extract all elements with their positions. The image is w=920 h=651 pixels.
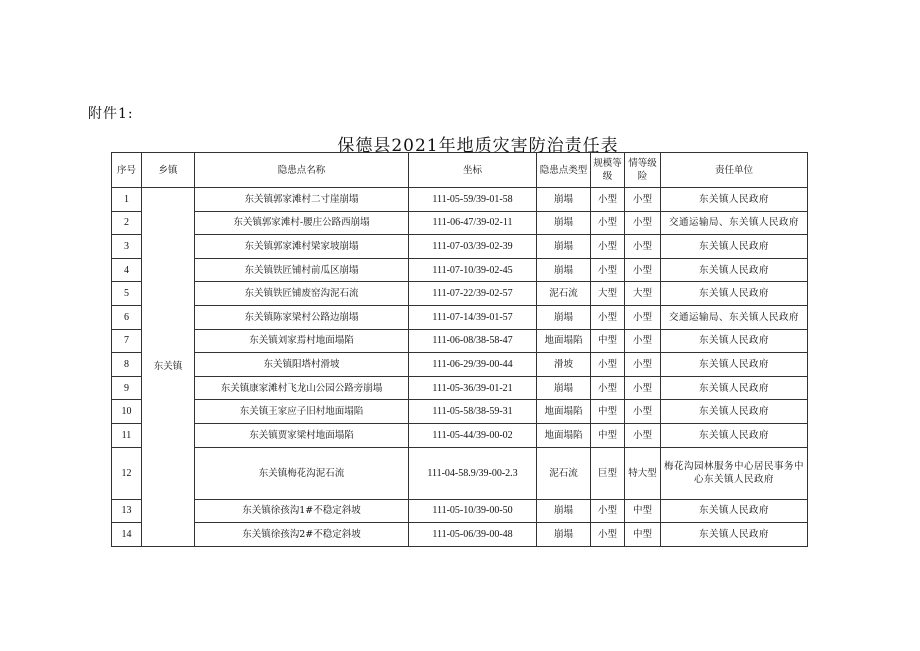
cell-coord: 111-05-06/39-00-48 [409, 523, 537, 547]
cell-scale: 巨型 [591, 447, 625, 499]
table-row [112, 235, 808, 259]
cell-scale: 小型 [591, 258, 625, 282]
cell-unit: 东关镇人民政府 [661, 423, 808, 447]
table-row [112, 329, 808, 353]
cell-type: 崩塌 [537, 499, 591, 523]
cell-coord: 111-07-03/39-02-39 [409, 235, 537, 259]
cell-type: 崩塌 [537, 258, 591, 282]
cell-name: 东关镇铁匠铺废窑沟泥石流 [195, 282, 409, 306]
cell-scale: 小型 [591, 211, 625, 235]
cell-name: 东关镇康家滩村飞龙山公园公路旁崩塌 [195, 376, 409, 400]
cell-scale: 小型 [591, 523, 625, 547]
table-row [112, 211, 808, 235]
cell-unit: 东关镇人民政府 [661, 376, 808, 400]
cell-name: 东关镇陈家梁村公路边崩塌 [195, 305, 409, 329]
cell-no: 10 [112, 400, 142, 424]
cell-no: 3 [112, 235, 142, 259]
cell-type: 崩塌 [537, 235, 591, 259]
header-coord: 坐标 [409, 153, 537, 188]
cell-coord: 111-05-59/39-01-58 [409, 188, 537, 212]
cell-coord: 111-05-44/39-00-02 [409, 423, 537, 447]
table-row [112, 282, 808, 306]
header-no: 序号 [112, 153, 142, 188]
header-town: 乡镇 [142, 153, 195, 188]
cell-unit: 梅花沟园林服务中心居民事务中心东关镇人民政府 [661, 447, 808, 499]
table-row [112, 523, 808, 547]
cell-danger: 小型 [625, 258, 661, 282]
cell-danger: 小型 [625, 329, 661, 353]
cell-type: 崩塌 [537, 188, 591, 212]
cell-danger: 小型 [625, 211, 661, 235]
cell-name: 东关镇阳塔村滑坡 [195, 353, 409, 377]
cell-town-merged: 东关镇 [142, 188, 195, 547]
cell-scale: 小型 [591, 353, 625, 377]
cell-unit: 交通运输局、东关镇人民政府 [661, 305, 808, 329]
cell-danger: 小型 [625, 353, 661, 377]
cell-unit: 东关镇人民政府 [661, 400, 808, 424]
cell-type: 崩塌 [537, 305, 591, 329]
header-scale: 规模等级 [591, 153, 625, 188]
cell-no: 8 [112, 353, 142, 377]
cell-type: 崩塌 [537, 211, 591, 235]
cell-danger: 小型 [625, 188, 661, 212]
cell-type: 地面塌陷 [537, 329, 591, 353]
cell-coord: 111-07-10/39-02-45 [409, 258, 537, 282]
cell-name: 东关镇郭家滩村-腰庄公路西崩塌 [195, 211, 409, 235]
cell-type: 泥石流 [537, 282, 591, 306]
header-danger: 情等级险 [625, 153, 661, 188]
document-title: 保德县2021年地质灾害防治责任表 [337, 136, 619, 156]
table-row [112, 305, 808, 329]
cell-no: 9 [112, 376, 142, 400]
table-row [112, 447, 808, 499]
attachment-label: 附件1: [88, 106, 134, 122]
cell-name: 东关镇王家应子旧村地面塌陷 [195, 400, 409, 424]
cell-coord: 111-04-58.9/39-00-2.3 [409, 447, 537, 499]
cell-unit: 东关镇人民政府 [661, 188, 808, 212]
cell-coord: 111-05-10/39-00-50 [409, 499, 537, 523]
cell-name: 东关镇徐孩沟1#不稳定斜坡 [195, 499, 409, 523]
cell-name: 东关镇徐孩沟2#不稳定斜坡 [195, 523, 409, 547]
cell-scale: 大型 [591, 282, 625, 306]
cell-unit: 东关镇人民政府 [661, 258, 808, 282]
cell-type: 崩塌 [537, 523, 591, 547]
cell-name: 东关镇刘家焉村地面塌陷 [195, 329, 409, 353]
cell-unit: 东关镇人民政府 [661, 282, 808, 306]
cell-no: 11 [112, 423, 142, 447]
cell-name: 东关镇梅花沟泥石流 [195, 447, 409, 499]
cell-scale: 小型 [591, 499, 625, 523]
cell-scale: 小型 [591, 376, 625, 400]
cell-name: 东关镇贾家梁村地面塌陷 [195, 423, 409, 447]
cell-coord: 111-07-14/39-01-57 [409, 305, 537, 329]
cell-scale: 小型 [591, 235, 625, 259]
cell-scale: 中型 [591, 329, 625, 353]
cell-scale: 中型 [591, 400, 625, 424]
cell-coord: 111-06-08/38-58-47 [409, 329, 537, 353]
cell-coord: 111-06-47/39-02-11 [409, 211, 537, 235]
cell-name: 东关镇铁匠铺村前瓜区崩塌 [195, 258, 409, 282]
header-type: 隐患点类型 [537, 153, 591, 188]
cell-coord: 111-07-22/39-02-57 [409, 282, 537, 306]
cell-danger: 小型 [625, 400, 661, 424]
cell-danger: 小型 [625, 423, 661, 447]
cell-type: 滑坡 [537, 353, 591, 377]
cell-danger: 中型 [625, 499, 661, 523]
cell-unit: 东关镇人民政府 [661, 235, 808, 259]
table-row [112, 376, 808, 400]
cell-scale: 小型 [591, 305, 625, 329]
cell-no: 6 [112, 305, 142, 329]
table-row [112, 423, 808, 447]
table-row [112, 258, 808, 282]
cell-scale: 小型 [591, 188, 625, 212]
cell-unit: 东关镇人民政府 [661, 499, 808, 523]
cell-danger: 特大型 [625, 447, 661, 499]
cell-danger: 大型 [625, 282, 661, 306]
header-unit: 责任单位 [661, 153, 808, 188]
cell-unit: 东关镇人民政府 [661, 353, 808, 377]
cell-type: 地面塌陷 [537, 423, 591, 447]
cell-scale: 中型 [591, 423, 625, 447]
cell-danger: 小型 [625, 305, 661, 329]
cell-no: 5 [112, 282, 142, 306]
header-name: 隐患点名称 [195, 153, 409, 188]
cell-no: 14 [112, 523, 142, 547]
cell-danger: 小型 [625, 235, 661, 259]
cell-no: 4 [112, 258, 142, 282]
cell-no: 7 [112, 329, 142, 353]
cell-no: 1 [112, 188, 142, 212]
cell-name: 东关镇郭家滩村二寸崖崩塌 [195, 188, 409, 212]
cell-no: 13 [112, 499, 142, 523]
cell-unit: 交通运输局、东关镇人民政府 [661, 211, 808, 235]
cell-no: 12 [112, 447, 142, 499]
cell-coord: 111-05-36/39-01-21 [409, 376, 537, 400]
cell-danger: 小型 [625, 376, 661, 400]
cell-unit: 东关镇人民政府 [661, 329, 808, 353]
cell-coord: 111-06-29/39-00-44 [409, 353, 537, 377]
cell-type: 崩塌 [537, 376, 591, 400]
responsibility-table [111, 152, 808, 547]
cell-type: 泥石流 [537, 447, 591, 499]
table-header-row [112, 153, 808, 188]
table-row [112, 188, 808, 212]
cell-unit: 东关镇人民政府 [661, 523, 808, 547]
table-row [112, 499, 808, 523]
cell-type: 地面塌陷 [537, 400, 591, 424]
table-row [112, 400, 808, 424]
cell-name: 东关镇郭家滩村梁家坡崩塌 [195, 235, 409, 259]
cell-no: 2 [112, 211, 142, 235]
cell-coord: 111-05-58/38-59-31 [409, 400, 537, 424]
cell-danger: 中型 [625, 523, 661, 547]
table-row [112, 353, 808, 377]
